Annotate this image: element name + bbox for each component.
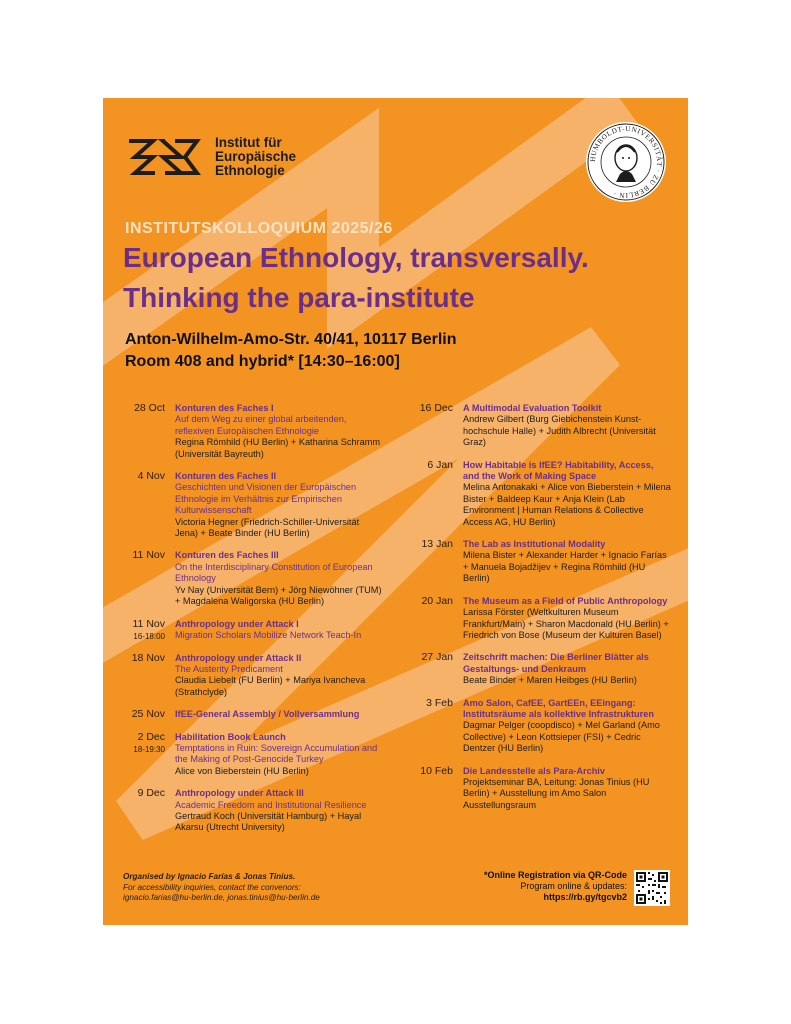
event-11-nov-b: [113, 619, 383, 642]
event-heading: Anthropology under Attack I: [175, 618, 299, 629]
poster: [103, 98, 688, 925]
event-heading: The Museum as a Field of Public Anthropology: [463, 595, 668, 606]
address-line-1: Anton-Wilhelm-Amo-Str. 40/41, 10117 Berlin: [125, 331, 457, 348]
event-speakers: Alice von Bieberstein (HU Berlin): [175, 765, 309, 776]
event-date: 2 Dec: [137, 730, 165, 743]
event-date: 18 Nov: [131, 651, 165, 664]
registration-note: [484, 870, 627, 903]
institute-name: [215, 136, 296, 178]
event-speakers: Victoria Hegner (Friedrich-Schiller-Universität Jena) + Beate Binder (HU Berlin): [175, 516, 360, 539]
institute-logo-icon: [125, 137, 205, 177]
event-speakers: Melina Antonakaki + Alice von Bieberstein + Milena Bister + Baldeep Kaur + Anja Klein (Lab Environment | Human Relations & Collective Access AG, HU Berlin): [463, 482, 671, 527]
event-11-nov-a: [113, 550, 383, 607]
event-subtitle: The Austerity Predicament: [175, 663, 283, 674]
event-date: 27 Jan: [421, 651, 453, 664]
event-heading: Anthropology under Attack III: [175, 788, 304, 799]
event-heading: Anthropology under Attack II: [175, 652, 302, 663]
event-heading: How Habitable is IfEE? Habitability, Access, and the Work of Making Space: [463, 459, 654, 482]
event-date: 13 Jan: [421, 538, 453, 551]
event-date: 3 Feb: [426, 696, 453, 709]
event-subtitle: Migration Scholars Mobilize Network Teach-In: [175, 629, 362, 640]
institute-name-line1: Institut für: [215, 135, 282, 150]
event-speakers: Beate Binder + Maren Heibges (HU Berlin): [463, 675, 637, 686]
event-speakers: Claudia Liebelt (FU Berlin) + Mariya Ivancheva (Strathclyde): [175, 675, 366, 697]
contact-emails[interactable]: ignacio.farias@hu-berlin.de, jonas.tinius@hu-berlin.de: [123, 893, 320, 902]
organisers-note: [123, 872, 320, 904]
university-seal-icon: [586, 122, 666, 202]
event-date: 4 Nov: [137, 470, 165, 483]
event-heading: Zeitschrift machen: Die Berliner Blätter als Gestaltungs- und Denkraum: [463, 652, 649, 674]
event-25-nov: [113, 709, 383, 720]
program-note: Program online & updates:: [520, 881, 627, 891]
event-10-feb: [401, 766, 671, 812]
event-time: 16-18:00: [133, 631, 165, 641]
event-subtitle: On the Interdisciplinary Constitution of European Ethnology: [175, 561, 373, 584]
event-time: 18-19:30: [133, 744, 165, 754]
accessibility-note: For accessibility inquiries, contact the convenors:: [123, 882, 301, 892]
event-date: 25 Nov: [131, 708, 165, 721]
event-speakers: Yv Nay (Universität Bern) + Jörg Niewöhner (TUM) + Magdalena Waligorska (HU Berlin): [175, 584, 382, 607]
title-line-2: Thinking the para-institute: [123, 282, 475, 313]
institute-logo: [125, 136, 296, 178]
event-20-jan: [401, 596, 671, 642]
event-3-feb: [401, 698, 671, 755]
colloquium-kicker: INSTITUTSKOLLOQUIUM 2025/26: [125, 220, 393, 237]
event-27-jan: [401, 652, 671, 686]
event-heading: Konturen des Faches II: [175, 471, 277, 482]
institute-name-line2: Europäische: [215, 149, 297, 164]
event-date: 6 Jan: [427, 458, 453, 471]
event-speakers: Projektseminar BA, Leitung: Jonas Tinius (HU Berlin) + Ausstellung im Amo Salon Ausstellungsraum: [463, 776, 650, 810]
event-subtitle: Geschichten und Visionen der Europäischen Ethnologie im Verhältnis zur Empirischen Kulturwissenschaft: [175, 482, 357, 516]
seal-text: HUMBOLDT-UNIVERSITÄT · ZU BERLIN ·: [588, 124, 664, 200]
event-28-oct: [113, 403, 383, 460]
event-speakers: Milena Bister + Alexander Harder + Ignacio Farías + Manuela Bojadžijev + Regina Römhild (HU Berlin): [463, 550, 667, 584]
event-4-nov: [113, 471, 383, 539]
event-subtitle: Temptations in Ruin: Sovereign Accumulation and the Making of Post-Genocide Turkey: [175, 742, 378, 765]
event-date: 28 Oct: [134, 402, 165, 414]
event-date: 11 Nov: [132, 549, 165, 562]
event-speakers: Andrew Gilbert (Burg Giebichenstein Kunst-hochschule Halle) + Judith Albrecht (Universität Graz): [463, 414, 656, 448]
event-date: 11 Nov: [132, 617, 165, 630]
event-2-dec: [113, 732, 383, 778]
organised-by: Organised by Ignacio Farías & Jonas Tinius.: [123, 872, 296, 881]
event-subtitle: Academic Freedom and Institutional Resilience: [175, 799, 367, 810]
schedule-left-column: [113, 403, 383, 845]
event-13-jan: [401, 539, 671, 585]
qr-code-icon[interactable]: [634, 870, 670, 906]
event-16-dec: [401, 403, 671, 449]
event-speakers: Larissa Förster (Weltkulturen Museum Frankfurt/Main) + Sharon Macdonald (HU Berlin) + Friedrich von Bose (Museum der Kulturen Basel): [463, 607, 669, 640]
event-date: 10 Feb: [420, 764, 453, 777]
event-speakers: Regina Römhild (HU Berlin) + Katharina Schramm (Universität Bayreuth): [175, 437, 381, 459]
event-18-nov: [113, 653, 383, 699]
event-9-dec: [113, 788, 383, 834]
event-date: 9 Dec: [137, 787, 165, 800]
event-speakers: Dagmar Pelger (coopdisco) + Mel Garland (Amo Collective) + Leon Kottsieper (FSI) + Cedric Dentzer (HU Berlin): [463, 720, 660, 754]
event-speakers: Gertraud Koch (Universität Hamburg) + Hayal Akarsu (Utrecht University): [175, 810, 362, 833]
event-heading: The Lab as Institutional Modality: [463, 539, 606, 550]
event-heading: IfEE-General Assembly / Vollversammlung: [175, 709, 360, 720]
university-seal: [586, 122, 666, 202]
event-heading: Amo Salon, CafEE, GartEEn, EEingang: Institutsräume als kollektive Infrastrukturen: [463, 697, 654, 719]
event-date: 16 Dec: [419, 402, 453, 414]
program-url[interactable]: https://rb.gy/tgcvb2: [543, 892, 627, 902]
event-heading: Konturen des Faches III: [175, 550, 279, 561]
event-heading: A Multimodal Evaluation Toolkit: [463, 403, 602, 413]
event-heading: Habilitation Book Launch: [175, 731, 286, 742]
event-subtitle: Auf dem Weg zu einer global arbeitenden, reflexiven Europäischen Ethnologie: [175, 414, 347, 436]
registration-text: *Online Registration via QR-Code: [483, 870, 627, 880]
event-6-jan: [401, 460, 671, 528]
address-line-2: Room 408 and hybrid* [14:30–16:00]: [125, 353, 400, 370]
event-heading: Die Landesstelle als Para-Archiv: [463, 765, 605, 776]
event-heading: Konturen des Faches I: [175, 403, 274, 413]
institute-name-line3: Ethnologie: [215, 163, 285, 178]
event-date: 20 Jan: [421, 594, 453, 607]
title-line-1: European Ethnology, transversally.: [123, 242, 589, 273]
schedule-right-column: [401, 403, 671, 822]
